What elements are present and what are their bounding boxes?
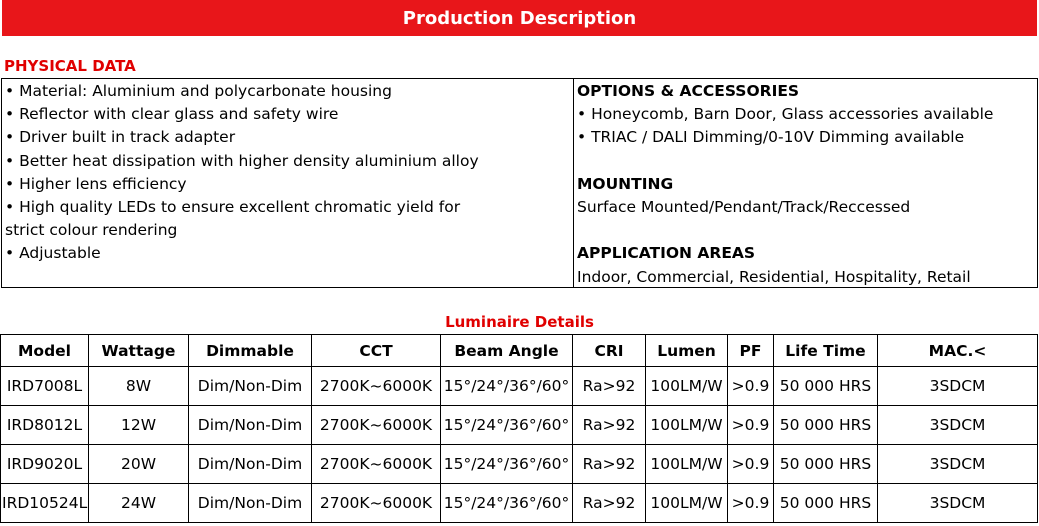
physical-data-label: PHYSICAL DATA <box>4 57 136 75</box>
mounting-text: Surface Mounted/Pendant/Track/Reccessed <box>577 198 911 216</box>
column-header: Beam Angle <box>441 335 573 367</box>
table-cell: 100LM/W <box>646 484 728 523</box>
table-cell: 15°/24°/36°/60° <box>441 484 573 523</box>
options-heading: OPTIONS & ACCESSORIES <box>577 82 800 100</box>
spacer <box>574 219 1037 242</box>
table-cell: Dim/Non-Dim <box>189 406 312 445</box>
column-header: Lumen <box>646 335 728 367</box>
physical-bullet: • Higher lens efficiency <box>5 174 187 193</box>
table-cell: 15°/24°/36°/60° <box>441 406 573 445</box>
table-row <box>1 445 1038 484</box>
options-item: • Honeycomb, Barn Door, Glass accessories available <box>577 105 994 124</box>
table-cell: 100LM/W <box>646 445 728 484</box>
table-cell: 50 000 HRS <box>774 406 878 445</box>
table-cell: Ra>92 <box>573 367 646 406</box>
table-cell: 2700K~6000K <box>312 406 441 445</box>
column-header: CRI <box>573 335 646 367</box>
application-text: Indoor, Commercial, Residential, Hospitality, Retail <box>577 267 971 286</box>
column-header: MAC.< <box>878 335 1038 367</box>
application-heading: APPLICATION AREAS <box>577 244 756 263</box>
table-header-row <box>1 335 1038 367</box>
table-cell: 3SDCM <box>878 445 1038 484</box>
table-cell: Dim/Non-Dim <box>189 367 312 406</box>
physical-data-list <box>2 79 574 287</box>
table-row <box>1 406 1038 445</box>
table-cell: 50 000 HRS <box>774 484 878 523</box>
column-header: Model <box>1 335 89 367</box>
table-cell: 15°/24°/36°/60° <box>441 367 573 406</box>
options-panel <box>574 79 1037 288</box>
luminaire-table <box>0 334 1038 523</box>
table-cell: >0.9 <box>728 484 774 523</box>
table-cell: 12W <box>89 406 189 445</box>
table-cell: 50 000 HRS <box>774 445 878 484</box>
table-cell: Ra>92 <box>573 484 646 523</box>
table-cell: IRD8012L <box>1 406 89 445</box>
table-cell: 15°/24°/36°/60° <box>441 445 573 484</box>
physical-bullet: • Adjustable <box>5 244 101 263</box>
spacer <box>574 150 1037 173</box>
table-cell: 8W <box>89 367 189 406</box>
table-cell: 3SDCM <box>878 406 1038 445</box>
table-cell: Ra>92 <box>573 445 646 484</box>
table-cell: 100LM/W <box>646 406 728 445</box>
column-header: CCT <box>312 335 441 367</box>
physical-bullet: • Better heat dissipation with higher density aluminium alloy <box>5 151 479 170</box>
luminaire-details-title: Luminaire Details <box>445 313 594 331</box>
table-cell: IRD7008L <box>1 367 89 406</box>
physical-bullet: • High quality LEDs to ensure excellent chromatic yield for <box>5 198 461 217</box>
table-cell: Ra>92 <box>573 406 646 445</box>
physical-bullet: • Material: Aluminium and polycarbonate housing <box>5 82 392 100</box>
table-cell: 20W <box>89 445 189 484</box>
banner-title: Production Description <box>402 7 637 29</box>
column-header: Dimmable <box>189 335 312 367</box>
table-cell: >0.9 <box>728 367 774 406</box>
production-description-banner <box>2 0 1037 36</box>
table-cell: 3SDCM <box>878 367 1038 406</box>
column-header: Life Time <box>774 335 878 367</box>
table-cell: IRD9020L <box>1 445 89 484</box>
mounting-heading: MOUNTING <box>577 174 674 193</box>
physical-bullet: • Reflector with clear glass and safety wire <box>5 105 339 124</box>
table-cell: IRD10524L <box>1 484 89 523</box>
table-cell: 50 000 HRS <box>774 367 878 406</box>
physical-bullet: • Driver built in track adapter <box>5 128 236 147</box>
table-row <box>1 484 1038 523</box>
table-cell: 2700K~6000K <box>312 367 441 406</box>
table-cell: >0.9 <box>728 445 774 484</box>
physical-data-box <box>1 78 1038 288</box>
table-cell: >0.9 <box>728 406 774 445</box>
table-cell: 2700K~6000K <box>312 445 441 484</box>
table-cell: Dim/Non-Dim <box>189 445 312 484</box>
table-cell: 24W <box>89 484 189 523</box>
physical-bullet-continuation: strict colour rendering <box>5 221 178 240</box>
column-header: Wattage <box>89 335 189 367</box>
table-cell: 2700K~6000K <box>312 484 441 523</box>
column-header: PF <box>728 335 774 367</box>
table-cell: 100LM/W <box>646 367 728 406</box>
table-cell: 3SDCM <box>878 484 1038 523</box>
table-row <box>1 367 1038 406</box>
table-cell: Dim/Non-Dim <box>189 484 312 523</box>
options-item: • TRIAC / DALI Dimming/0-10V Dimming available <box>577 128 965 147</box>
